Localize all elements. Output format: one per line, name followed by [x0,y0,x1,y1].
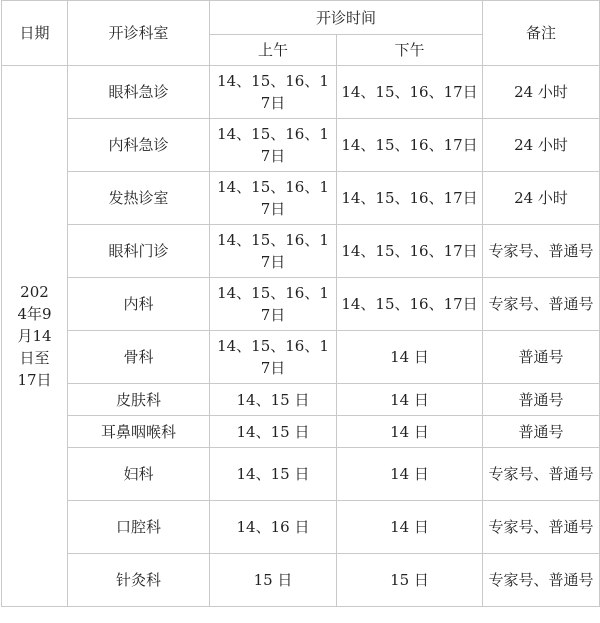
am-cell: 14、15 日 [210,448,337,501]
dept-cell: 口腔科 [68,501,210,554]
table-row [2,225,600,278]
clinic-schedule-table [1,0,600,607]
date-range-cell: 2024年9月14日至17日 [2,66,68,607]
am-cell: 14、15、16、17日 [210,66,337,119]
table-row [2,384,600,416]
am-cell: 14、15 日 [210,384,337,416]
pm-cell: 14 日 [337,448,483,501]
header-time: 开诊时间 [210,1,483,35]
header-am: 上午 [210,35,337,66]
pm-cell: 14 日 [337,331,483,384]
note-cell: 24 小时 [483,119,600,172]
dept-cell: 眼科急诊 [68,66,210,119]
am-cell: 14、15、16、17日 [210,172,337,225]
am-cell: 14、15、16、17日 [210,119,337,172]
table-row [2,501,600,554]
header-note: 备注 [483,1,600,66]
pm-cell: 14、15、16、17日 [337,225,483,278]
header-pm: 下午 [337,35,483,66]
am-cell: 14、15 日 [210,416,337,448]
am-cell: 14、15、16、17日 [210,225,337,278]
table-row [2,554,600,607]
header-row [2,1,600,35]
dept-cell: 耳鼻咽喉科 [68,416,210,448]
dept-cell: 妇科 [68,448,210,501]
am-cell: 14、15、16、17日 [210,278,337,331]
pm-cell: 14、15、16、17日 [337,278,483,331]
table-row [2,66,600,119]
header-date: 日期 [2,1,68,66]
pm-cell: 14、15、16、17日 [337,119,483,172]
header-dept: 开诊科室 [68,1,210,66]
table-row [2,278,600,331]
am-cell: 14、16 日 [210,501,337,554]
table-row [2,119,600,172]
table-row [2,448,600,501]
note-cell: 专家号、普通号 [483,554,600,607]
am-cell: 14、15、16、17日 [210,331,337,384]
note-cell: 专家号、普通号 [483,278,600,331]
pm-cell: 14、15、16、17日 [337,66,483,119]
note-cell: 24 小时 [483,172,600,225]
pm-cell: 14 日 [337,501,483,554]
dept-cell: 皮肤科 [68,384,210,416]
note-cell: 普通号 [483,331,600,384]
note-cell: 专家号、普通号 [483,448,600,501]
am-cell: 15 日 [210,554,337,607]
note-cell: 普通号 [483,384,600,416]
table-row [2,172,600,225]
note-cell: 专家号、普通号 [483,501,600,554]
pm-cell: 14、15、16、17日 [337,172,483,225]
table-row [2,416,600,448]
dept-cell: 内科急诊 [68,119,210,172]
note-cell: 专家号、普通号 [483,225,600,278]
pm-cell: 15 日 [337,554,483,607]
dept-cell: 眼科门诊 [68,225,210,278]
dept-cell: 骨科 [68,331,210,384]
pm-cell: 14 日 [337,384,483,416]
dept-cell: 内科 [68,278,210,331]
dept-cell: 针灸科 [68,554,210,607]
dept-cell: 发热诊室 [68,172,210,225]
note-cell: 24 小时 [483,66,600,119]
note-cell: 普通号 [483,416,600,448]
pm-cell: 14 日 [337,416,483,448]
table-row [2,331,600,384]
